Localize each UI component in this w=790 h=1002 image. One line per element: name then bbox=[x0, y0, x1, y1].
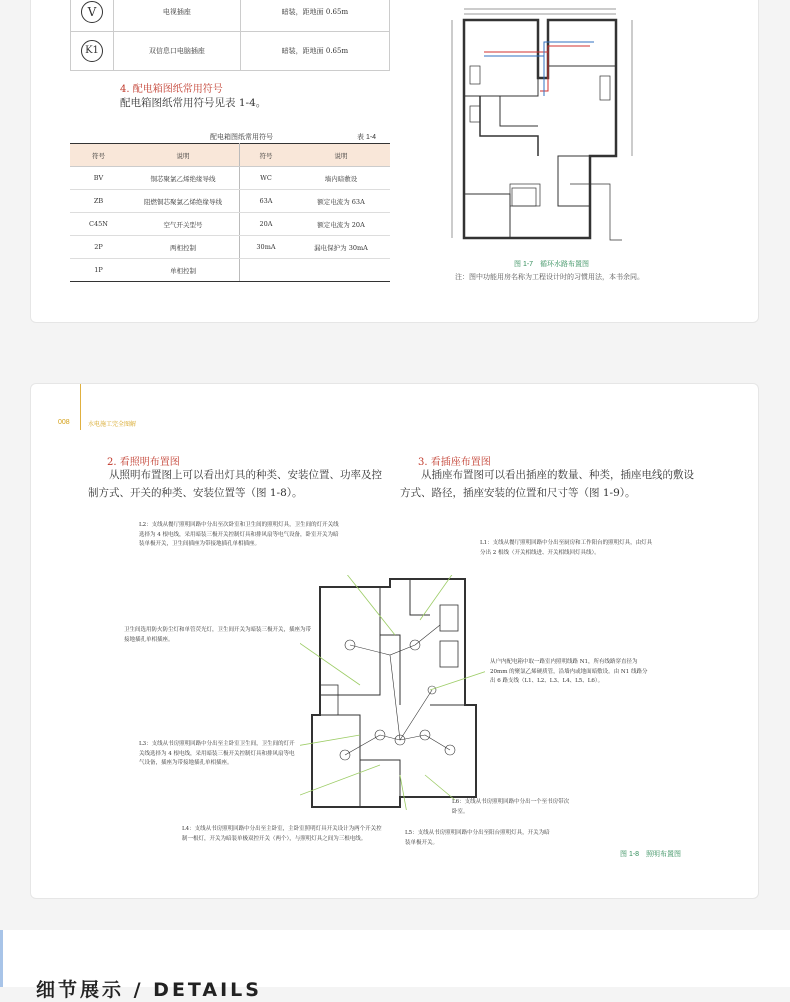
table-number: 表 1-4 bbox=[357, 134, 377, 141]
table-cell: C45N bbox=[70, 213, 127, 236]
column-header: 说明 bbox=[127, 144, 240, 167]
table-cell: 63A bbox=[240, 190, 293, 213]
symbol-name: 双信息口电脑插座 bbox=[114, 32, 241, 71]
table-cell: 两相控制 bbox=[127, 236, 240, 259]
annotation-L1: L1：支线从餐厅照明回路中分出至厨房和工作阳台的照明灯具，由灯具分出 2 根线（开关相线进、开关相线回灯具线）。 bbox=[480, 540, 653, 556]
table-row bbox=[70, 213, 390, 236]
annotation-wc: 卫生间选用防火防尘灯和单管荧光灯，卫生间开关为暗装三极开关，插座为带接地插孔单相插座。 bbox=[124, 627, 312, 643]
table-cell: BV bbox=[70, 167, 127, 190]
symbol-row bbox=[71, 0, 390, 32]
annotation-N1: 从户内配电箱中取一路室内照明线路 N1，所有线路穿直径为 20mm 的聚氯乙烯硬质管，沿墙内或地面暗敷设。由 N1 线路分出 6 路支线（L1、L2、L3、L4、L5、L6）。 bbox=[490, 659, 648, 684]
table-cell: 墙内暗敷设 bbox=[292, 167, 390, 190]
table-cell: 30mA bbox=[240, 236, 293, 259]
section-2-text: 从照明布置图上可以看出灯具的种类、安装位置、功率及控制方式、开关的种类、安装位置等（图 1-8）。 bbox=[88, 469, 382, 499]
symbol-table bbox=[70, 0, 390, 71]
table-cell bbox=[240, 259, 293, 282]
distribution-box-symbol-table bbox=[70, 143, 390, 282]
table-cell: 阻燃铜芯聚氯乙烯绝缘导线 bbox=[127, 190, 240, 213]
column-header: 符号 bbox=[70, 144, 127, 167]
table-cell: ZB bbox=[70, 190, 127, 213]
section-3-heading: 3. 看插座布置图 bbox=[418, 457, 491, 468]
annotation-L2: L2：支线从餐厅照明回路中分出至次卧室和卫生间的照明灯具，卫生间的灯开关线选择为 4 根电线，采用暗装三极开关控制灯具和排风扇等电气设备，卧室开关为暗装单极开关，卫生间插座为带接地插孔单相插座。 bbox=[139, 522, 339, 547]
symbol-install: 暗装，距地面 0.65m bbox=[240, 32, 389, 71]
annotation-L6: L6：支线从书房照明回路中分出一个至书房带次卧室。 bbox=[452, 799, 570, 815]
section-3-text: 从插座布置图可以看出插座的数量、种类，插座电线的敷设方式、路径，插座安装的位置和尺寸等（图 1-9）。 bbox=[400, 469, 694, 499]
annotation-L5: L5：支线从书房照明回路中分出至阳台照明灯具，开关为暗装单极开关。 bbox=[405, 830, 550, 846]
column-header: 符号 bbox=[240, 144, 293, 167]
table-row bbox=[70, 236, 390, 259]
table-cell bbox=[292, 259, 390, 282]
table-row bbox=[70, 167, 390, 190]
data-socket-symbol: K1 bbox=[81, 40, 103, 62]
symbol-name: 电视插座 bbox=[114, 0, 241, 32]
annotation-L3: L3：支线从书房照明回路中分出至主卧室卫生间，卫生间的灯开关线选择为 4 根电线，采用暗装三极开关控制灯具和排风扇等电气设备，插座为带接地插孔单相插座。 bbox=[139, 741, 295, 766]
table-cell: 单相控制 bbox=[127, 259, 240, 282]
table-cell: 铜芯聚氯乙烯绝缘导线 bbox=[127, 167, 240, 190]
lighting-floor-plan bbox=[300, 575, 485, 810]
water-circulation-floor-plan bbox=[440, 6, 650, 256]
book-title: 水电施工完全图解 bbox=[88, 422, 137, 428]
table-cell: 漏电保护为 30mA bbox=[292, 236, 390, 259]
symbol-row bbox=[71, 32, 390, 71]
table-cell: 空气开关型号 bbox=[127, 213, 240, 236]
annotation-L4: L4：支线从书房照明回路中分出至主卧室，主卧室照明灯具开关设计为两个开关控制一根灯，开关为暗装单极双控开关（两个），与照明灯具之间为三根电线。 bbox=[182, 826, 382, 842]
details-accent-bar bbox=[0, 930, 3, 987]
page-number: 008 bbox=[58, 419, 70, 426]
details-title: 细节展示 / DETAILS bbox=[36, 979, 262, 1001]
tv-socket-symbol: V bbox=[81, 1, 103, 23]
table-title: 配电箱图纸常用符号 bbox=[210, 134, 273, 141]
column-header: 说明 bbox=[292, 144, 390, 167]
section-2-heading: 2. 看照明布置图 bbox=[107, 457, 180, 468]
page-divider bbox=[80, 384, 81, 430]
table-cell: 2P bbox=[70, 236, 127, 259]
table-row bbox=[70, 259, 390, 282]
figure-1-8-caption: 图 1-8 照明布置图 bbox=[620, 851, 682, 858]
table-cell: 额定电流为 20A bbox=[292, 213, 390, 236]
table-row bbox=[70, 190, 390, 213]
symbol-install: 暗装，距地面 0.65m bbox=[240, 0, 389, 32]
table-cell: 20A bbox=[240, 213, 293, 236]
section-4-heading: 4. 配电箱图纸常用符号 bbox=[120, 84, 223, 95]
table-cell: WC bbox=[240, 167, 293, 190]
table-cell: 1P bbox=[70, 259, 127, 282]
figure-1-7-note: 注：图中功能用房名称为工程设计时的习惯用法，本书余同。 bbox=[455, 273, 644, 281]
table-cell: 额定电流为 63A bbox=[292, 190, 390, 213]
figure-1-7-caption: 图 1-7 循环水路布置图 bbox=[514, 261, 590, 268]
section-4-intro: 配电箱图纸常用符号见表 1-4。 bbox=[120, 97, 267, 109]
